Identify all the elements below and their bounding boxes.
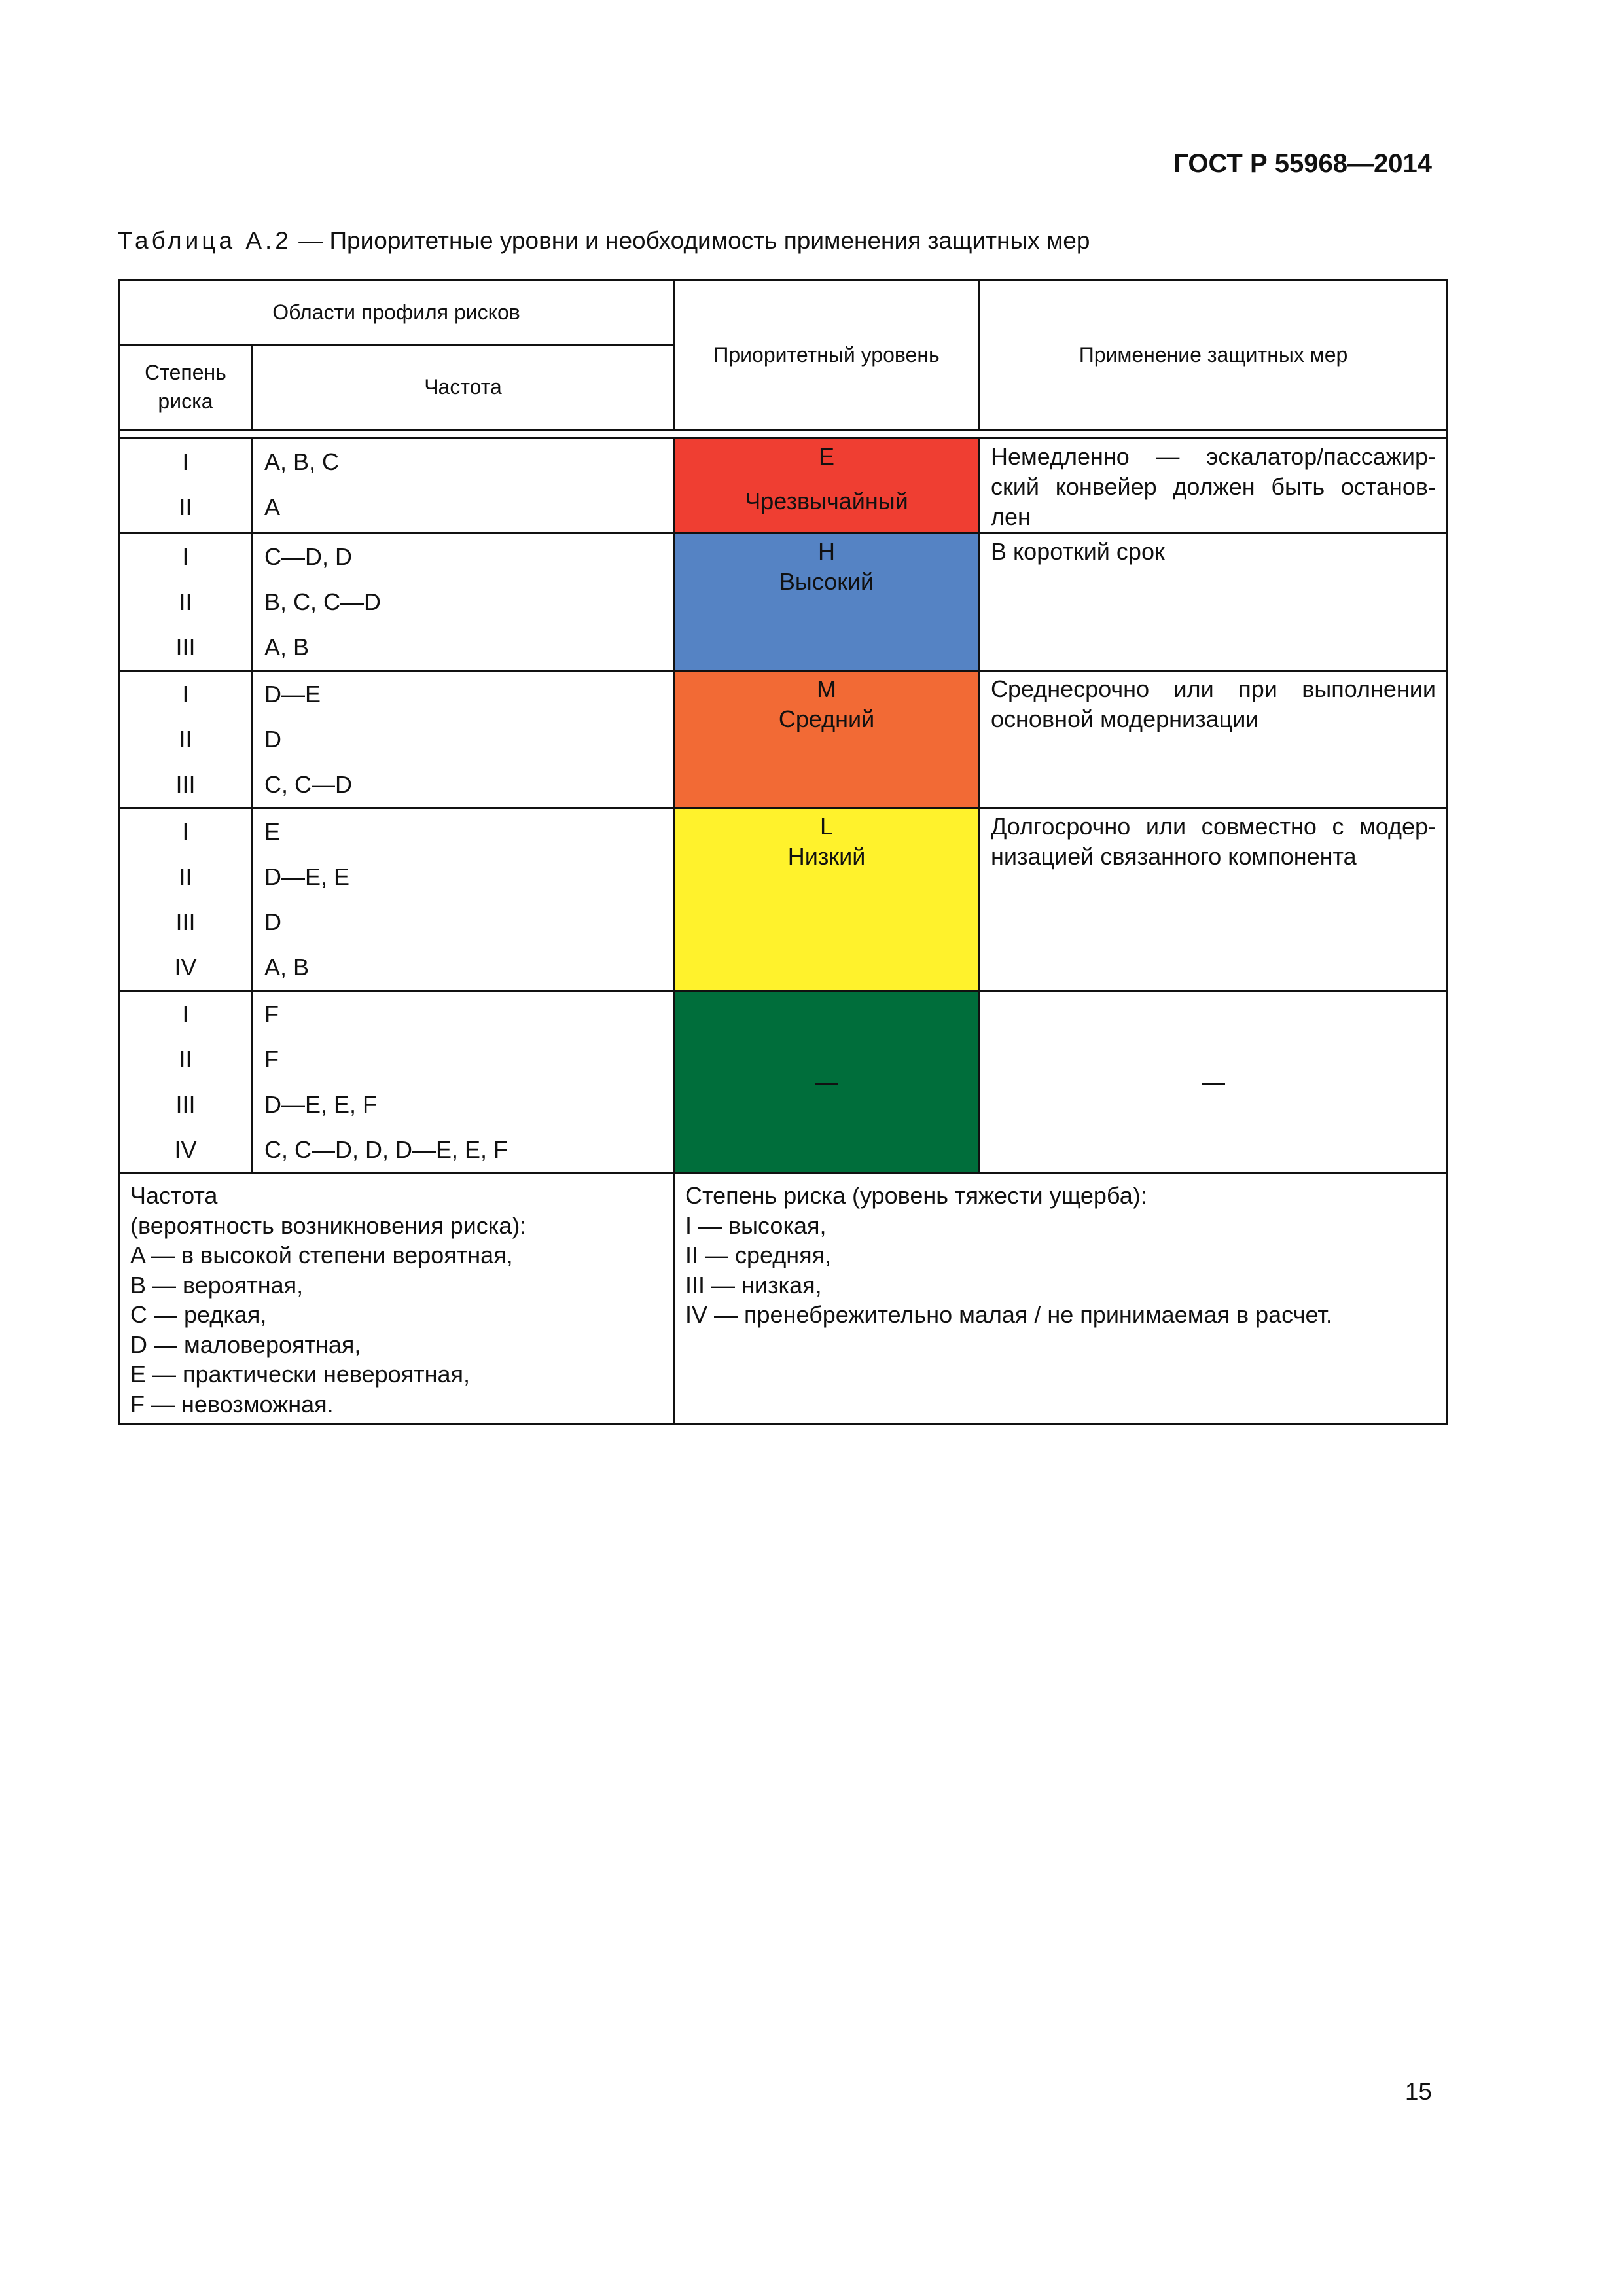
risk-degree-cell — [119, 533, 253, 671]
risk-degree-value: II — [179, 493, 192, 520]
legend-line: D — маловероятная, — [130, 1331, 361, 1358]
table-body — [119, 439, 1448, 1174]
priority-group-row — [119, 439, 1448, 533]
risk-degree-value: III — [175, 908, 196, 935]
legend-line: II — средняя, — [685, 1242, 832, 1268]
legend-line: C — редкая, — [130, 1301, 267, 1328]
protective-measure-cell: Немедленно — эскалатор/пассажир-ский конвейер должен быть останов-лен — [980, 439, 1448, 533]
priority-level-cell: — — [674, 991, 980, 1174]
priority-level-name: Низкий — [787, 843, 866, 870]
risk-degree-cell — [119, 671, 253, 808]
priority-level-name: Высокий — [779, 568, 874, 595]
legend-line: I — высокая, — [685, 1211, 827, 1239]
header-profile-areas: Области профиля рисков — [119, 281, 674, 345]
frequency-value: C—D, D — [264, 543, 352, 570]
priority-group-row — [119, 671, 1448, 808]
risk-degree-value: I — [182, 543, 189, 570]
header-frequency: Частота — [253, 345, 674, 430]
legend-line: Степень риска (уровень тяжести ущерба): — [685, 1182, 1147, 1209]
risk-degree-cell — [119, 808, 253, 991]
risk-degree-value: II — [179, 588, 192, 615]
risk-degree-cell — [119, 991, 253, 1174]
protective-measure-cell: Среднесрочно или при выполнении основной модернизации — [980, 671, 1448, 808]
frequency-value: F — [264, 1046, 279, 1073]
risk-degree-value: IV — [174, 1136, 197, 1163]
risk-degree-value: II — [179, 726, 192, 753]
frequency-value: D — [264, 908, 281, 935]
document-code: ГОСТ Р 55968—2014 — [1173, 149, 1432, 178]
risk-degree-value: II — [179, 1046, 192, 1073]
frequency-value: D—E — [264, 681, 321, 708]
priority-level-cell — [674, 671, 980, 808]
priority-table — [118, 279, 1448, 1425]
frequency-value: E — [264, 818, 281, 845]
risk-degree-value: I — [182, 1001, 189, 1028]
frequency-cell — [253, 808, 674, 991]
frequency-cell — [253, 439, 674, 533]
legend-line: Частота — [130, 1182, 218, 1209]
risk-degree-legend — [674, 1174, 1448, 1424]
priority-group-row — [119, 533, 1448, 671]
frequency-value: D—E, E — [264, 863, 350, 890]
frequency-value: D — [264, 726, 281, 753]
risk-degree-value: II — [179, 863, 192, 890]
table-caption-text: — Приоритетные уровни и необходимость применения защитных мер — [291, 227, 1090, 254]
priority-level-code: Н — [818, 538, 836, 565]
header-risk-degree: Степень риска — [119, 345, 253, 430]
frequency-value: C, C—D — [264, 771, 352, 798]
risk-degree-value: III — [175, 1091, 196, 1118]
legend-line: (вероятность возникновения риска): — [130, 1211, 527, 1239]
header-priority-level: Приоритетный уровень — [674, 281, 980, 430]
frequency-value: D—E, E, F — [264, 1091, 378, 1118]
legend-line: III — низкая, — [685, 1271, 822, 1299]
frequency-value: A — [264, 493, 281, 520]
priority-level-code: М — [817, 675, 837, 702]
legend-line: B — вероятная, — [130, 1271, 304, 1299]
priority-group-row — [119, 991, 1448, 1174]
priority-level-cell — [674, 439, 980, 533]
priority-level-code: Е — [819, 443, 835, 470]
priority-level-cell — [674, 533, 980, 671]
legend-line: A — в высокой степени вероятная, — [130, 1242, 513, 1268]
legend-line: F — невозможная. — [130, 1390, 334, 1418]
priority-level-name: Чрезвычайный — [745, 488, 908, 514]
risk-degree-cell — [119, 439, 253, 533]
header-separator — [119, 430, 1448, 439]
legend-line: IV — пренебрежительно малая / не принимаемая в расчет. — [685, 1301, 1332, 1328]
legend-line: E — практически невероятная, — [130, 1361, 471, 1388]
header-measures: Применение защитных мер — [980, 281, 1448, 430]
risk-degree-value: IV — [174, 954, 197, 980]
risk-degree-value: I — [182, 448, 189, 475]
frequency-value: A, B — [264, 634, 310, 660]
table-caption — [118, 227, 1090, 255]
frequency-value: B, C, C—D — [264, 588, 382, 615]
risk-degree-value: I — [182, 681, 189, 708]
frequency-legend — [119, 1174, 674, 1424]
risk-degree-value: I — [182, 818, 189, 845]
frequency-value: A, B — [264, 954, 310, 980]
page-number: 15 — [1404, 2078, 1432, 2105]
frequency-cell — [253, 533, 674, 671]
priority-level-cell — [674, 808, 980, 991]
protective-measure-cell: В короткий срок — [980, 533, 1448, 671]
frequency-value: F — [264, 1001, 279, 1028]
frequency-cell — [253, 671, 674, 808]
risk-degree-value: III — [175, 634, 196, 660]
frequency-value: C, C—D, D, D—E, E, F — [264, 1136, 508, 1163]
frequency-value: A, B, C — [264, 448, 340, 475]
priority-group-row — [119, 808, 1448, 991]
protective-measure-cell: Долгосрочно или совместно с модер-низацией связанного компонента — [980, 808, 1448, 991]
frequency-cell — [253, 991, 674, 1174]
protective-measure-cell: — — [980, 991, 1448, 1174]
risk-degree-value: III — [175, 771, 196, 798]
priority-level-code: L — [820, 813, 834, 840]
table-caption-label: Таблица А.2 — [118, 227, 292, 254]
priority-level-name: Средний — [778, 706, 875, 732]
